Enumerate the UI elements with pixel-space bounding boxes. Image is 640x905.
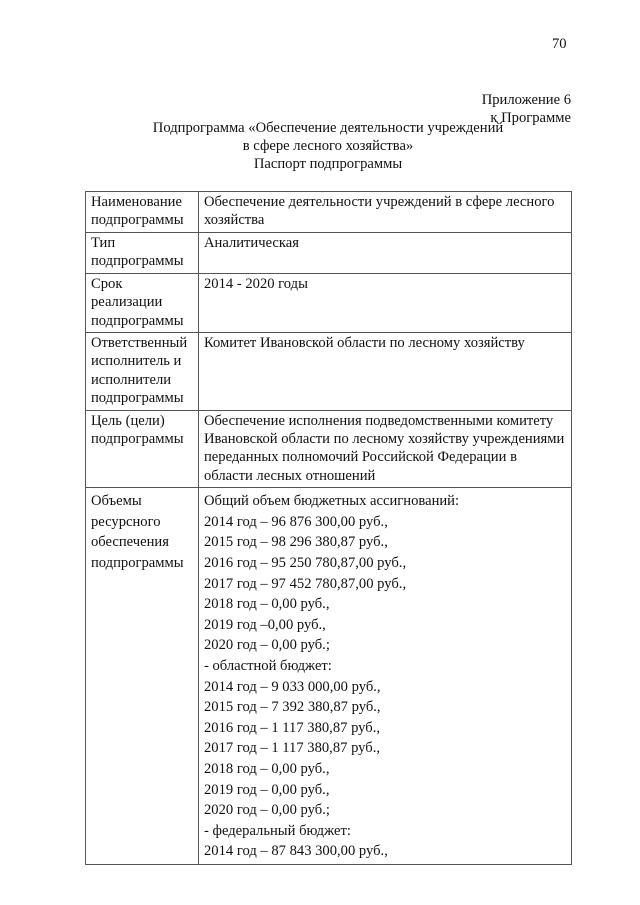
row-label: Срок реализации подпрограммы [86,273,199,332]
row-label: Тип подпрограммы [86,232,199,273]
funding-line: 2014 год – 87 843 300,00 руб., [204,843,388,860]
funding-line: - федеральный бюджет: [204,822,351,839]
row-value: Обеспечение деятельности учреждений в сфере лесного хозяйства [199,192,572,233]
funding-line: 2020 год – 0,00 руб.; [204,802,330,819]
table-row [86,333,572,411]
funding-line: Общий объем бюджетных ассигнований: [204,493,460,510]
table-row [86,273,572,332]
funding-line: - областной бюджет: [204,658,332,675]
appendix-line: к Программе [490,110,571,126]
funding-line: 2017 год – 97 452 780,87,00 руб., [204,575,407,592]
row-label: Ответственный исполнитель и исполнители подпрограммы [86,333,199,411]
document-title [85,119,571,173]
funding-line: 2019 год – 0,00 руб., [204,781,330,798]
funding-line: 2020 год – 0,00 руб.; [204,637,330,654]
funding-line: 2018 год – 0,00 руб., [204,761,330,777]
appendix-line: Приложение 6 [481,92,571,108]
funding-line: 2016 год – 95 250 780,87,00 руб., [204,555,407,572]
passport-table [85,191,572,865]
funding-line: 2017 год – 1 117 380,87 руб., [204,740,381,757]
funding-line: 2019 год –0,00 руб., [204,616,326,633]
funding-lines [199,488,572,865]
title-line: Подпрограмма «Обеспечение деятельности учреждений [152,120,504,136]
page-number: 70 [552,36,567,52]
row-value: Аналитическая [199,232,572,273]
row-label: Объемы ресурсного обеспечения подпрограммы [86,488,199,865]
row-value: Обеспечение исполнения подведомственными комитету Ивановской области по лесному хозяйству учреждениями переданных полномочий Российской Федерации в области лесных отношений [199,410,572,488]
title-line: в сфере лесного хозяйства» [242,138,414,154]
table-row [86,410,572,488]
funding-line: 2018 год – 0,00 руб., [204,596,330,613]
funding-line: 2014 год – 9 033 000,00 руб., [204,678,381,695]
table-row [86,488,572,865]
funding-line: 2015 год – 98 296 380,87 руб., [204,534,388,551]
title-line: Паспорт подпрограммы [253,156,403,172]
row-value: Комитет Ивановской области по лесному хозяйству [199,333,572,411]
funding-line: 2014 год – 96 876 300,00 руб., [204,513,388,530]
row-label: Цель (цели) подпрограммы [86,410,199,488]
table-row [86,232,572,273]
row-label: Наименование подпрограммы [86,192,199,233]
funding-line: 2015 год – 7 392 380,87 руб., [204,699,381,716]
table-row [86,192,572,233]
funding-line: 2016 год – 1 117 380,87 руб., [204,719,381,736]
row-value: 2014 - 2020 годы [199,273,572,332]
